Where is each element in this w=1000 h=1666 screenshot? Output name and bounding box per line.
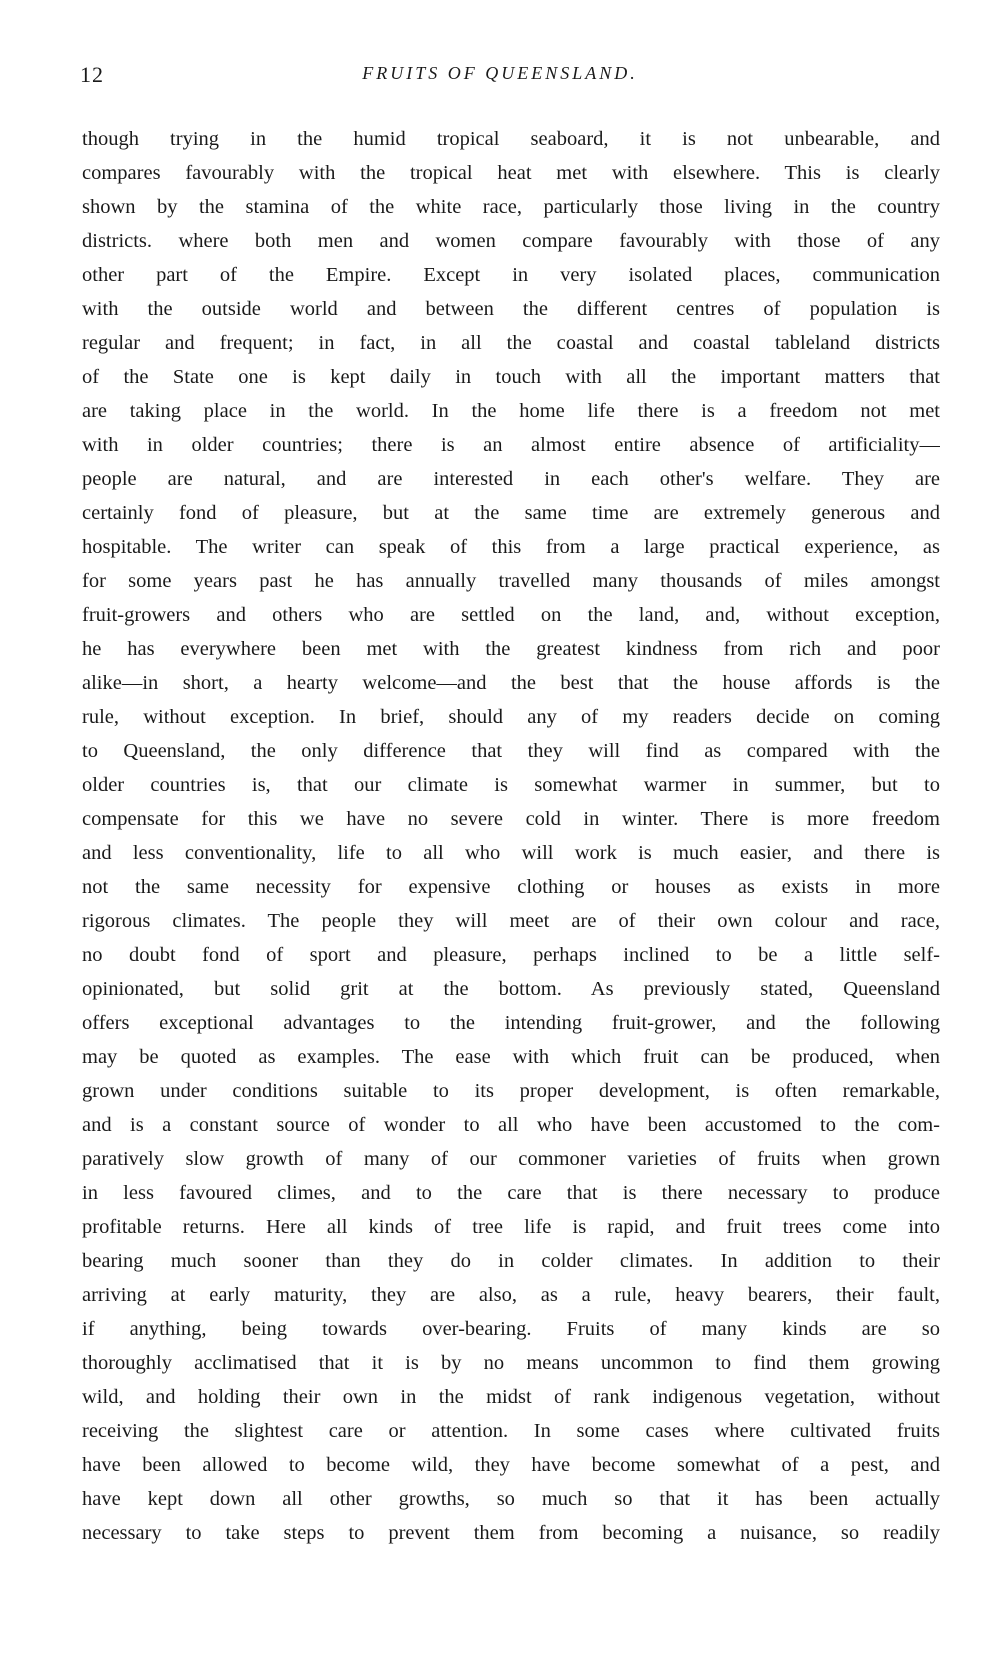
text-line: arriving at early maturity, they are also, as a rule, heavy bearers, their fault, <box>82 1284 940 1306</box>
text-line: and is a constant source of wonder to all who have been accustomed to the com- <box>82 1114 940 1136</box>
text-line: have been allowed to become wild, they have become somewhat of a pest, and <box>82 1454 940 1476</box>
text-line: profitable returns. Here all kinds of tree life is rapid, and fruit trees come into <box>82 1216 940 1238</box>
text-line: not the same necessity for expensive clothing or houses as exists in more <box>82 876 940 898</box>
text-line: and less conventionality, life to all who will work is much easier, and there is <box>82 842 940 864</box>
page-header <box>0 62 1000 92</box>
text-line: opinionated, but solid grit at the bottom. As previously stated, Queensland <box>82 978 940 1000</box>
text-line: are taking place in the world. In the home life there is a freedom not met <box>82 400 940 422</box>
text-line: he has everywhere been met with the greatest kindness from rich and poor <box>82 638 940 660</box>
text-line: grown under conditions suitable to its proper development, is often remarkable, <box>82 1080 940 1102</box>
text-line: certainly fond of pleasure, but at the same time are extremely generous and <box>82 502 940 524</box>
running-title: FRUITS OF QUEENSLAND. <box>362 63 638 83</box>
text-line: in less favoured climes, and to the care that is there necessary to produce <box>82 1182 940 1204</box>
body-text <box>82 122 940 1550</box>
text-line: wild, and holding their own in the midst of rank indigenous vegetation, without <box>82 1386 940 1408</box>
text-line: may be quoted as examples. The ease with which fruit can be produced, when <box>82 1046 940 1068</box>
text-line: other part of the Empire. Except in very isolated places, communication <box>82 264 940 286</box>
text-line: offers exceptional advantages to the intending fruit-grower, and the following <box>82 1012 940 1034</box>
text-line: thoroughly acclimatised that it is by no means uncommon to find them growing <box>82 1352 940 1374</box>
text-line: rigorous climates. The people they will meet are of their own colour and race, <box>82 910 940 932</box>
page-number: 12 <box>80 62 104 87</box>
text-line: regular and frequent; in fact, in all the coastal and coastal tableland districts <box>82 332 940 354</box>
text-line: older countries is, that our climate is somewhat warmer in summer, but to <box>82 774 940 796</box>
text-line: no doubt fond of sport and pleasure, perhaps inclined to be a little self- <box>82 944 940 966</box>
text-line: though trying in the humid tropical seaboard, it is not unbearable, and <box>82 128 940 150</box>
text-line: districts. where both men and women compare favourably with those of any <box>82 230 940 252</box>
text-line: fruit-growers and others who are settled on the land, and, without exception, <box>82 604 940 626</box>
text-line: necessary to take steps to prevent them from becoming a nuisance, so readily <box>82 1522 940 1544</box>
text-line: compensate for this we have no severe cold in winter. There is more freedom <box>82 808 940 830</box>
text-line: with the outside world and between the different centres of population is <box>82 298 940 320</box>
text-line: people are natural, and are interested in each other's welfare. They are <box>82 468 940 490</box>
text-line: hospitable. The writer can speak of this from a large practical experience, as <box>82 536 940 558</box>
text-line: with in older countries; there is an almost entire absence of artificiality— <box>82 434 940 456</box>
text-line: have kept down all other growths, so much so that it has been actually <box>82 1488 940 1510</box>
text-line: compares favourably with the tropical heat met with elsewhere. This is clearly <box>82 162 940 184</box>
text-line: bearing much sooner than they do in colder climates. In addition to their <box>82 1250 940 1272</box>
text-line: receiving the slightest care or attention. In some cases where cultivated fruits <box>82 1420 940 1442</box>
text-line: of the State one is kept daily in touch with all the important matters that <box>82 366 940 388</box>
text-line: shown by the stamina of the white race, particularly those living in the country <box>82 196 940 218</box>
text-line: rule, without exception. In brief, should any of my readers decide on coming <box>82 706 940 728</box>
text-line: if anything, being towards over-bearing. Fruits of many kinds are so <box>82 1318 940 1340</box>
text-line: for some years past he has annually travelled many thousands of miles amongst <box>82 570 940 592</box>
text-line: alike—in short, a hearty welcome—and the best that the house affords is the <box>82 672 940 694</box>
text-line: to Queensland, the only difference that they will find as compared with the <box>82 740 940 762</box>
text-line: paratively slow growth of many of our commoner varieties of fruits when grown <box>82 1148 940 1170</box>
